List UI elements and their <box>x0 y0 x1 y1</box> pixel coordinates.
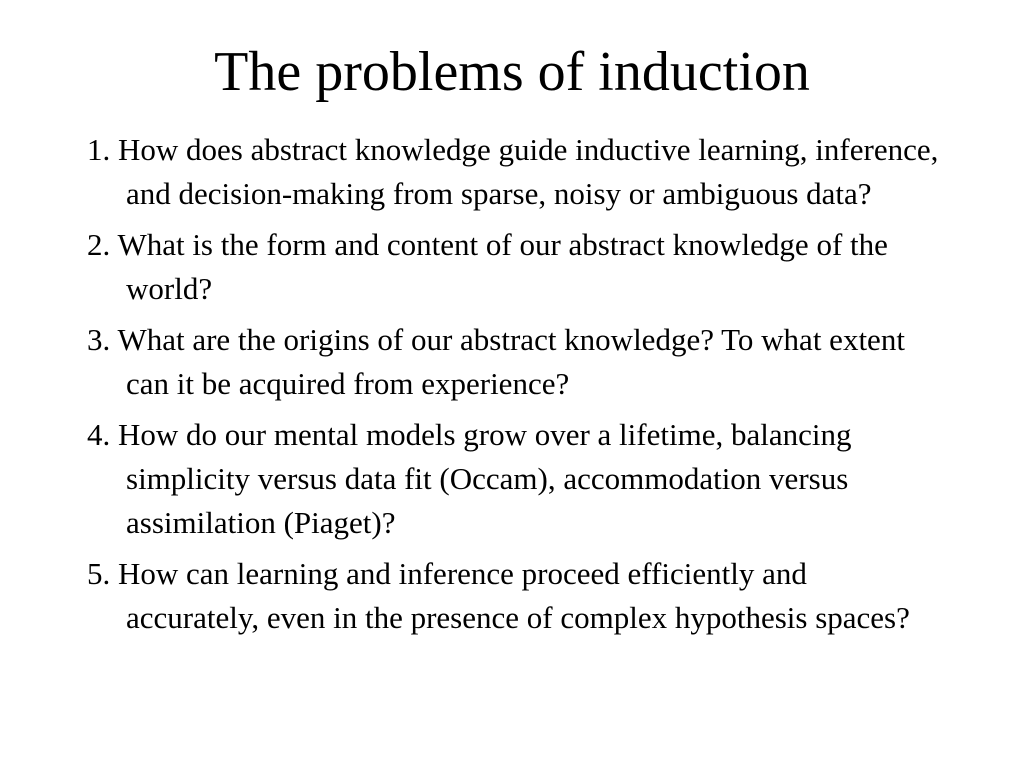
question-item-3: 3. What are the origins of our abstract knowledge? To what extent can it be acquired from experience? <box>87 322 905 401</box>
question-item-2: 2. What is the form and content of our abstract knowledge of the world? <box>87 227 888 306</box>
question-item-5: 5. How can learning and inference proceed efficiently and accurately, even in the presence of complex hypothesis spaces? <box>87 556 910 635</box>
question-list <box>87 128 947 647</box>
question-item-4: 4. How do our mental models grow over a lifetime, balancing simplicity versus data fit (Occam), accommodation versus assimilation (Piaget)? <box>87 417 852 540</box>
question-item-1: 1. How does abstract knowledge guide inductive learning, inference, and decision-making from sparse, noisy or ambiguous data? <box>87 132 939 211</box>
slide-title: The problems of induction <box>214 41 810 103</box>
